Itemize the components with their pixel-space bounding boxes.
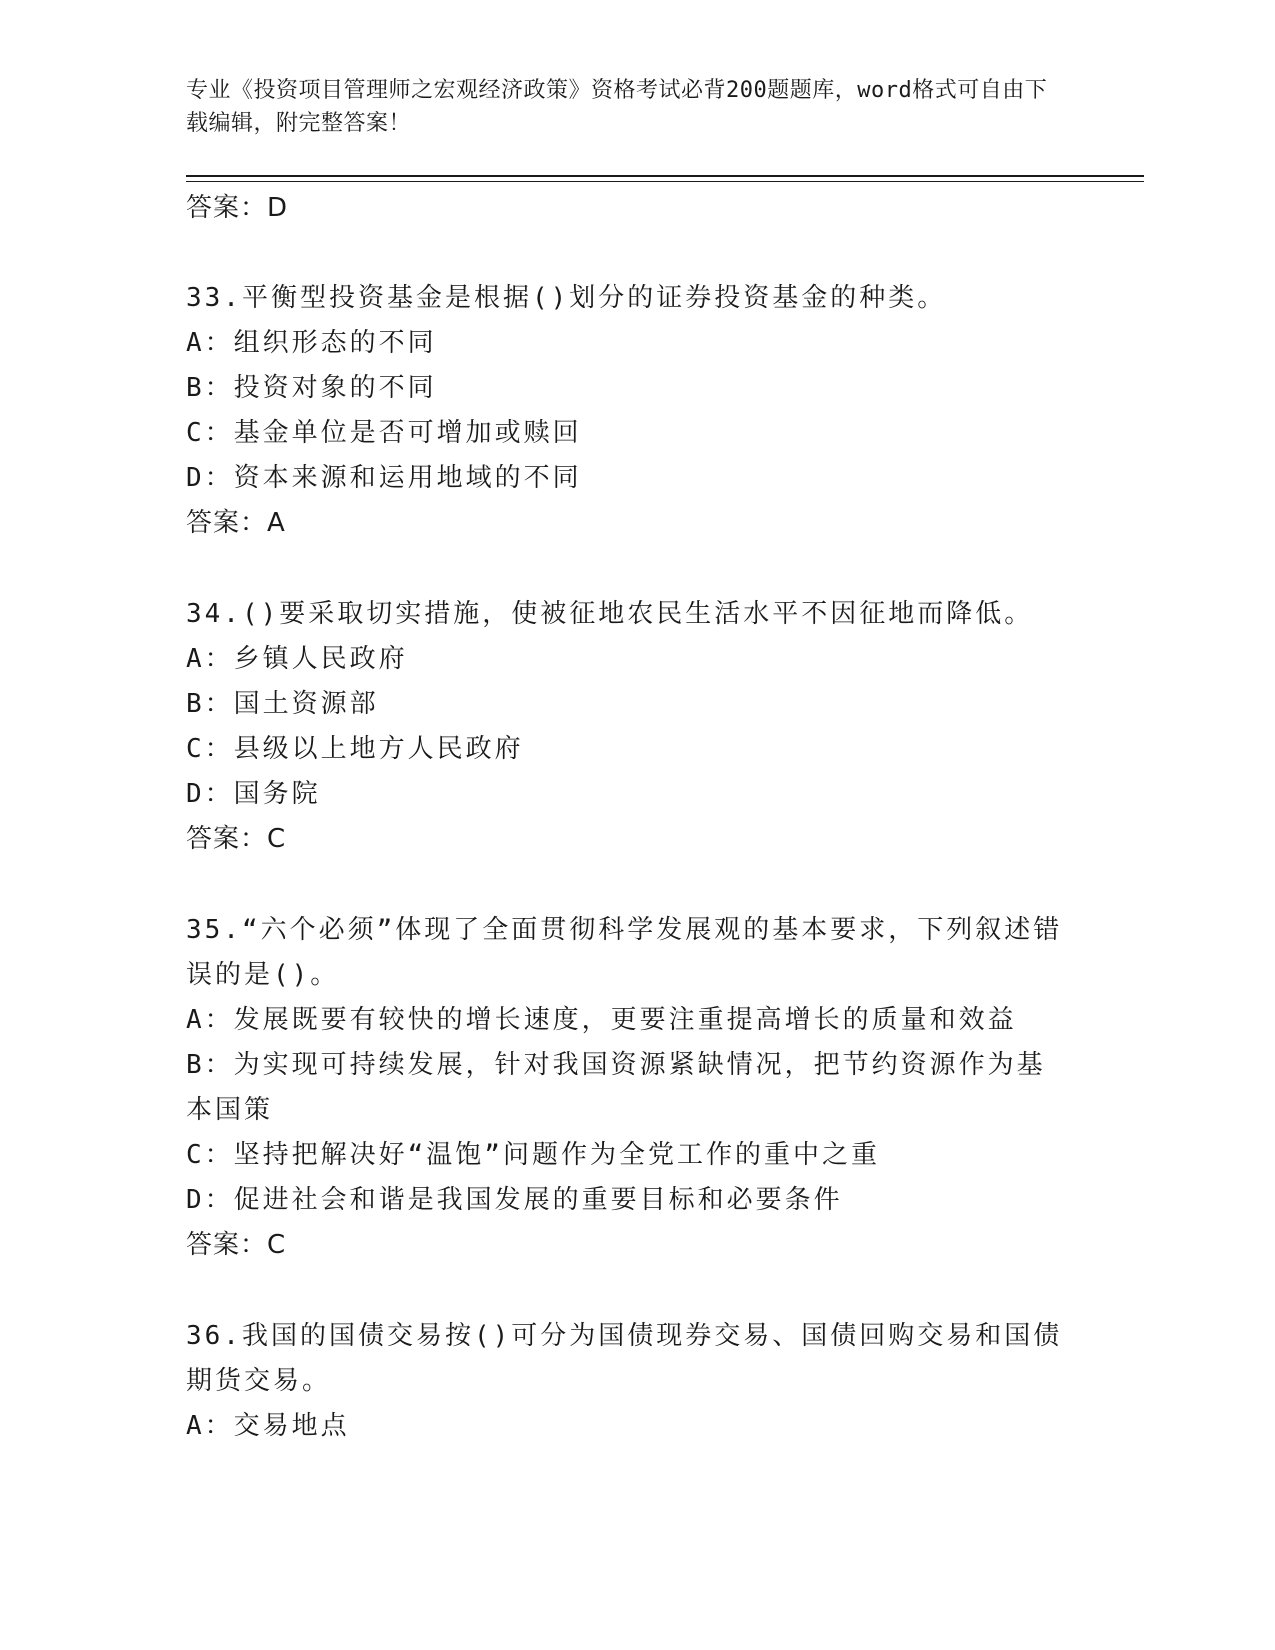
- option-a: A：交易地点: [186, 1411, 350, 1441]
- question-36: [186, 1314, 1066, 1449]
- document-header: 专业《投资项目管理师之宏观经济政策》资格考试必背200题题库，word格式可自由下载编辑，附完整答案！: [186, 78, 1048, 136]
- option-b: B：国土资源部: [186, 689, 379, 719]
- option-a: A：组织形态的不同: [186, 328, 437, 358]
- header-divider-thick: [186, 175, 1144, 177]
- question-33: [186, 276, 1066, 546]
- question-text: 36.我国的国债交易按()可分为国债现券交易、国债回购交易和国债期货交易。: [186, 1321, 1063, 1396]
- answer: 答案：C: [186, 1230, 287, 1260]
- header-divider-thin: [186, 181, 1144, 182]
- option-c: C：基金单位是否可增加或赎回: [186, 418, 582, 448]
- question-text: 34.()要采取切实措施，使被征地农民生活水平不因征地而降低。: [186, 599, 1034, 629]
- option-a: A：发展既要有较快的增长速度，更要注重提高增长的质量和效益: [186, 1005, 1017, 1035]
- question-35: [186, 908, 1066, 1268]
- question-list: [186, 186, 1066, 1449]
- option-c: C：坚持把解决好“温饱”问题作为全党工作的重中之重: [186, 1140, 880, 1170]
- option-c: C：县级以上地方人民政府: [186, 734, 524, 764]
- question-text: 35.“六个必须”体现了全面贯彻科学发展观的基本要求，下列叙述错误的是()。: [186, 915, 1063, 990]
- option-b: B：为实现可持续发展，针对我国资源紧缺情况，把节约资源作为基本国策: [186, 1050, 1046, 1125]
- option-d: D：资本来源和运用地域的不同: [186, 463, 582, 493]
- answer: 答案：C: [186, 824, 287, 854]
- option-a: A：乡镇人民政府: [186, 644, 408, 674]
- option-b: B：投资对象的不同: [186, 373, 437, 403]
- option-d: D：国务院: [186, 779, 321, 809]
- answer: 答案：A: [186, 508, 286, 538]
- previous-answer: 答案：D: [186, 193, 289, 223]
- option-d: D：促进社会和谐是我国发展的重要目标和必要条件: [186, 1185, 843, 1215]
- question-34: [186, 592, 1066, 862]
- question-text: 33.平衡型投资基金是根据()划分的证券投资基金的种类。: [186, 283, 947, 313]
